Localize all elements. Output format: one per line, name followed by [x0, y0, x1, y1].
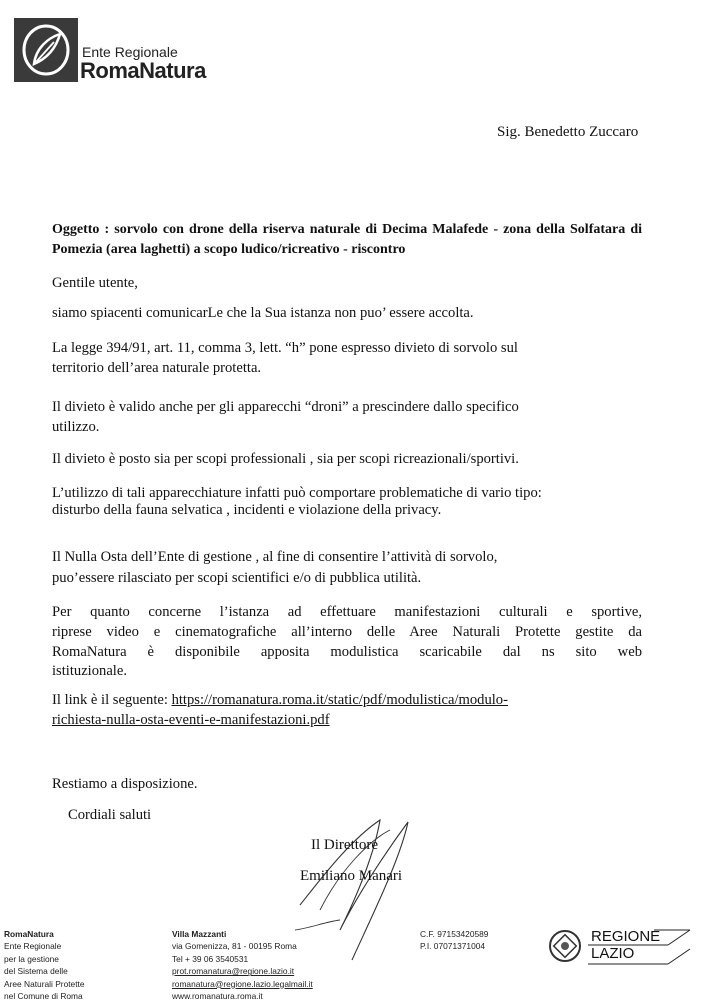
paragraph-drone-line: Il divieto è valido anche per gli apparecchi “droni” a prescindere dallo specifico	[52, 399, 519, 415]
recipient: Sig. Benedetto Zuccaro	[497, 124, 639, 140]
footer-cf: C.F. 97153420589	[420, 929, 489, 939]
paragraph-drone-line: utilizzo.	[52, 419, 100, 435]
paragraph-law-line: La legge 394/91, art. 11, comma 3, lett. “h” pone espresso divieto di sorvolo sul	[52, 340, 518, 356]
paragraph-events-line: istituzionale.	[52, 663, 127, 679]
footer-entity-line: Ente Regionale	[4, 941, 62, 952]
director-name: Emiliano Manari	[300, 868, 403, 884]
footer-phone: Tel + 39 06 3540531	[172, 953, 249, 964]
paragraph-usage-line: disturbo della fauna selvatica , incidenti e violazione della privacy.	[52, 502, 442, 518]
form-link[interactable]: https://romanatura.roma.it/static/pdf/modulistica/modulo-	[171, 692, 508, 708]
footer-contacts	[172, 928, 352, 1002]
leaf-icon	[14, 18, 78, 82]
footer-address: via Gomenizza, 81 - 00195 Roma	[172, 941, 297, 952]
footer-fiscal	[420, 928, 520, 953]
footer-entity-line: del Sistema delle	[4, 966, 68, 977]
footer-address-name: Villa Mazzanti	[172, 929, 227, 939]
link-intro: Il link è il seguente:	[52, 692, 172, 708]
form-link[interactable]: richiesta-nulla-osta-eventi-e-manifestazioni.pdf	[52, 712, 330, 728]
paragraph-nulla-osta-line: puo’essere rilasciato per scopi scientifici e/o di pubblica utilità.	[52, 570, 422, 586]
paragraph-law-line: territorio dell’area naturale protetta.	[52, 360, 262, 376]
closing-line: Restiamo a disposizione.	[52, 776, 198, 792]
footer-pec-email[interactable]: romanatura@regione.lazio.legalmail.it	[172, 978, 313, 989]
footer-entity-name: RomaNatura	[4, 929, 54, 939]
footer-email[interactable]: prot.romanatura@regione.lazio.it	[172, 966, 295, 977]
regione-lazio-emblem-icon	[548, 929, 582, 963]
footer-entity-line: nel Comune di Roma	[4, 991, 83, 1002]
paragraph-usage-line: L’utilizzo di tali apparecchiature infatti può comportare problematiche di vario tipo:	[52, 485, 542, 501]
paragraph-events-line: RomaNatura è disponibile apposita modulistica scaricabile dal ns sito web	[52, 644, 642, 660]
regione-lazio-line2: LAZIO	[591, 945, 635, 962]
closing-greeting: Cordiali saluti	[68, 807, 152, 823]
logo-subtitle: Ente Regionale	[82, 44, 178, 60]
subject: Oggetto : sorvolo con drone della riserva naturale di Decima Malafede - zona della Solfatara di Pomezia (area laghetti) a scopo ludico/ricreativo - riscontro	[52, 222, 642, 257]
paragraph-link-line	[52, 710, 642, 730]
director-title: Il Direttore	[311, 837, 379, 853]
romanatura-logo	[14, 18, 78, 82]
paragraph-events-line: Per quanto concerne l’istanza ad effettuare manifestazioni culturali e sportive,	[52, 604, 642, 620]
paragraph-purpose: Il divieto è posto sia per scopi professionali , sia per scopi ricreazionali/sportivi.	[52, 451, 519, 467]
footer-website[interactable]: www.romanatura.roma.it	[172, 991, 263, 1002]
paragraph-sorry: siamo spiacenti comunicarLe che la Sua istanza non puo’ essere accolta.	[52, 305, 474, 321]
paragraph-nulla-osta-line: Il Nulla Osta dell’Ente di gestione , al fine di consentire l’attività di sorvolo,	[52, 549, 498, 565]
footer-entity-line: per la gestione	[4, 953, 59, 964]
footer-entity	[4, 928, 124, 1002]
logo-title: RomaNatura	[80, 58, 206, 83]
greeting: Gentile utente,	[52, 275, 138, 291]
footer-pi: P.I. 07071371004	[420, 941, 486, 952]
footer-entity-line: Aree Naturali Protette	[4, 978, 85, 989]
regione-lazio-line1: REGIONE	[591, 928, 661, 945]
paragraph-link-line	[52, 690, 642, 710]
paragraph-events-line: riprese video e cinematografiche all’interno delle Aree Naturali Protette gestite da	[52, 624, 642, 640]
